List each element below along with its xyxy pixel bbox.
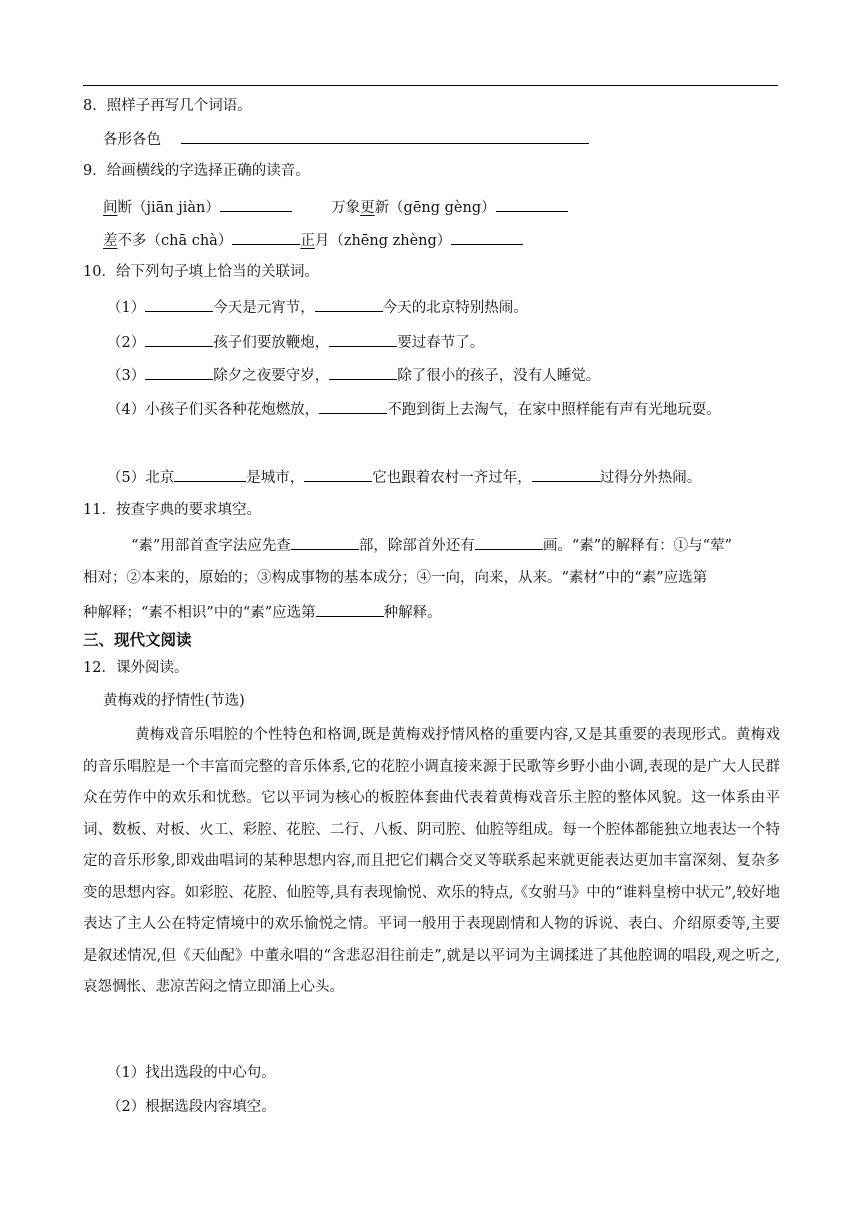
q11-l3b: 种解释。 bbox=[383, 605, 442, 621]
q9-stem: 9．给画横线的字选择正确的读音。 bbox=[83, 163, 310, 179]
q11-l2: 相对；②本来的，原始的；③构成事物的基本成分；④一向，向来，从来。“素材”中的“素”应选第 bbox=[83, 570, 708, 586]
q8-example: 各形各色 bbox=[103, 132, 161, 148]
q11-meaning-blank[interactable] bbox=[316, 601, 384, 617]
q9-item4-text: 月（zhēng zhèng） bbox=[314, 233, 452, 249]
q11-stem: 11．按查字典的要求填空。 bbox=[83, 502, 261, 518]
q10-s1-blank1[interactable] bbox=[145, 296, 213, 312]
q10-s3-num: （3） bbox=[107, 368, 146, 384]
q10-sentence-4 bbox=[107, 398, 721, 420]
q10-s5-d: 过得分外热闹。 bbox=[599, 470, 702, 486]
q10-s2-blank1[interactable] bbox=[145, 331, 213, 347]
q10-s2-num: （2） bbox=[107, 335, 146, 351]
q11-line-2 bbox=[83, 568, 780, 588]
q9-item2-blank[interactable] bbox=[496, 196, 568, 212]
q10-s1-num: （1） bbox=[107, 300, 146, 316]
q10-s5-blank1[interactable] bbox=[174, 466, 246, 482]
article-title: 黄梅戏的抒情性(节选) bbox=[103, 693, 245, 709]
q10-s4-blank[interactable] bbox=[319, 398, 387, 414]
q9-item3-blank[interactable] bbox=[232, 229, 300, 245]
q12-sub2: （2）根据选段内容填空。 bbox=[107, 1099, 276, 1115]
q10-s1-b: 今天的北京特别热闹。 bbox=[382, 300, 528, 316]
q10-s2-a: 孩子们要放鞭炮， bbox=[213, 335, 330, 351]
q10-sentence-1 bbox=[107, 296, 528, 318]
q10-s4-b: 不跑到街上去淘气，在家中照样能有声有光地玩耍。 bbox=[387, 402, 721, 418]
q8-answer-row bbox=[103, 128, 589, 150]
q9-item4-blank[interactable] bbox=[451, 229, 523, 245]
q10-s5-blank3[interactable] bbox=[532, 466, 600, 482]
q11-line-3 bbox=[83, 601, 442, 623]
q10-s1-blank2[interactable] bbox=[315, 296, 383, 312]
q12-stem: 12．课外阅读。 bbox=[83, 660, 189, 676]
q9-item2-char: 更 bbox=[360, 200, 375, 216]
q10-s2-b: 要过春节了。 bbox=[397, 335, 485, 351]
q10-s2-blank2[interactable] bbox=[329, 331, 397, 347]
q10-s3-b: 除了很小的孩子，没有人睡觉。 bbox=[397, 368, 601, 384]
section-3-title: 三、现代文阅读 bbox=[83, 631, 192, 649]
q10-s1-a: 今天是元宵节， bbox=[213, 300, 315, 316]
q9-item2-pre: 万象 bbox=[331, 200, 361, 216]
q10-sentence-5 bbox=[107, 466, 701, 488]
q11-l1b: 部，除部首外还有 bbox=[358, 538, 475, 554]
q9-item1-text: 断（jiān jiàn） bbox=[117, 200, 220, 216]
q10-sentence-2 bbox=[107, 331, 484, 353]
q10-s5-blank2[interactable] bbox=[304, 466, 372, 482]
q11-radical-blank[interactable] bbox=[291, 534, 359, 550]
q10-s3-blank1[interactable] bbox=[145, 364, 213, 380]
q11-l1c: 画。“素”的解释有：①与“荤” bbox=[542, 538, 732, 554]
q9-row-2 bbox=[103, 229, 523, 251]
q9-item4-char: 正 bbox=[300, 233, 315, 249]
q11-l1a: “素”用部首查字法应先查 bbox=[131, 538, 291, 554]
q11-strokes-blank[interactable] bbox=[475, 534, 543, 550]
q10-s3-a: 除夕之夜要守岁， bbox=[213, 368, 330, 384]
q9-row-1 bbox=[103, 196, 568, 218]
article-paragraph: 黄梅戏音乐唱腔的个性特色和格调,既是黄梅戏抒情风格的重要内容,又是其重要的表现形式。黄梅戏的音乐唱腔是一个丰富而完整的音乐体系,它的花腔小调直接来源于民歌等乡野小曲小调,表现的是广大人民群众在劳作中的欢乐和忧愁。它以平词为核心的板腔体套曲代表着黄梅戏音乐主腔的整体风貌。这一体系由平词、数板、对板、火工、彩腔、花腔、二行、八板、阴司腔、仙腔等组成。每一个腔体都能独立地表达一个特定的音乐形象,即戏曲唱词的某种思想内容,而且把它们耦合交叉等联系起来就更能表达更加丰富深刻、复杂多变的思想内容。如彩腔、花腔、仙腔等,具有表现愉悦、欢乐的特点,《女驸马》中的“谁料皇榜中状元”,较好地表达了主人公在特定情境中的欢乐愉悦之情。平词一般用于表现剧情和人物的诉说、表白、介绍原委等,主要是叙述情况,但《天仙配》中董永唱的“含悲忍泪往前走”,就是以平词为主调揉进了其他腔调的唱段,观之听之,哀怨惆怅、悲凉苦闷之情立即涌上心头。 bbox=[83, 727, 780, 995]
q10-s5-b: 是城市， bbox=[246, 470, 305, 486]
q9-item1-char: 间 bbox=[103, 200, 118, 216]
q11-line-1 bbox=[131, 534, 732, 556]
q9-item3-char: 差 bbox=[103, 233, 118, 249]
q10-s3-blank2[interactable] bbox=[329, 364, 397, 380]
q8-answer-blank[interactable] bbox=[181, 128, 589, 144]
header-rule bbox=[83, 85, 778, 86]
q11-l3a: 种解释；“素不相识”中的“素”应选第 bbox=[83, 605, 316, 621]
q10-s5-a: （5）北京 bbox=[107, 470, 175, 486]
q10-stem: 10．给下列句子填上恰当的关联词。 bbox=[83, 264, 319, 280]
q9-item1-blank[interactable] bbox=[220, 196, 292, 212]
q12-sub1: （1）找出选段的中心句。 bbox=[107, 1065, 276, 1081]
q10-s4-a: （4）小孩子们买各种花炮燃放， bbox=[107, 402, 320, 418]
q8-stem: 8．照样子再写几个词语。 bbox=[83, 98, 252, 114]
q10-sentence-3 bbox=[107, 364, 600, 386]
q10-s5-c: 它也跟着农村一齐过年， bbox=[372, 470, 532, 486]
q9-item2-text: 新（gēng gèng） bbox=[374, 200, 496, 216]
q9-item3-text: 不多（chā chà） bbox=[117, 233, 233, 249]
